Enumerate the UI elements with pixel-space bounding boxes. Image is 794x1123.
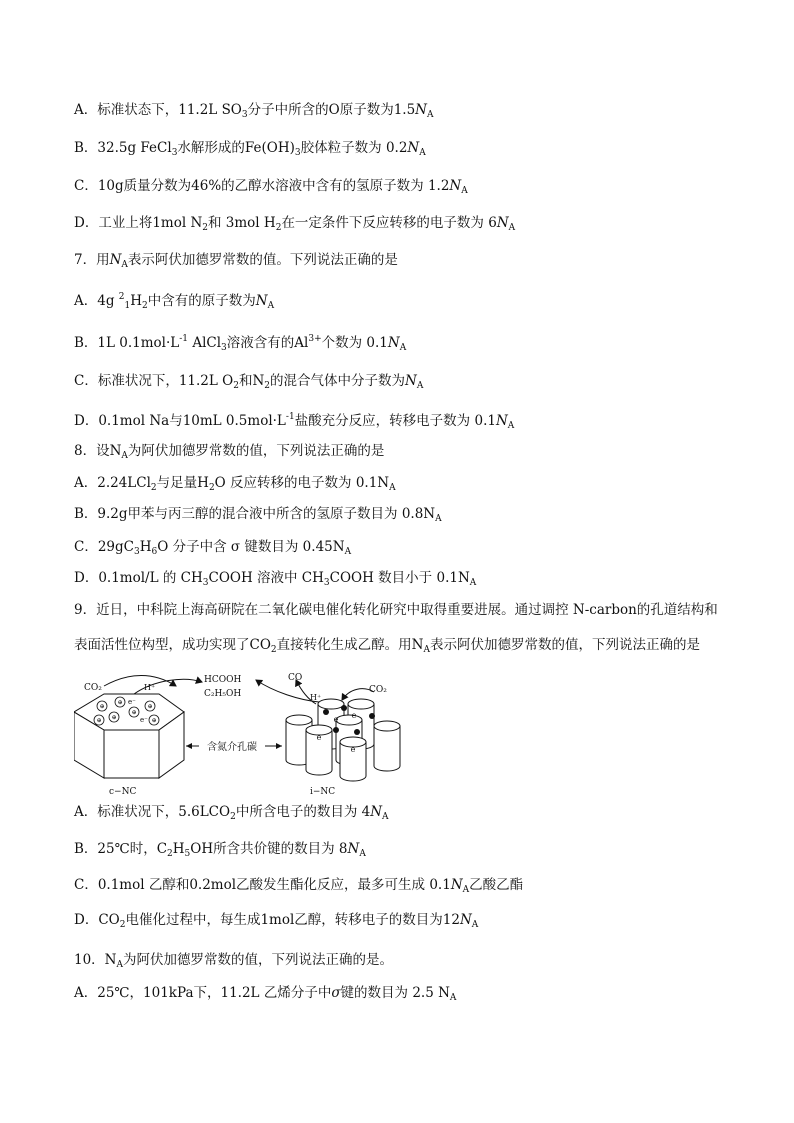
option-8a <box>74 474 396 497</box>
text-run: A <box>382 812 389 822</box>
text-run: 盐酸充分反应，转移电子数为 0.1 <box>294 413 496 429</box>
text-run: 为阿伏加德罗常数的值，下列说法正确的是 <box>127 443 385 459</box>
text-run: 表面活性位构型，成功实现了CO <box>74 637 271 653</box>
text-run: C．标准状况下，11.2L O <box>74 373 234 389</box>
text-run: 3+ <box>308 334 322 344</box>
h-plus-right-label: H⁺ <box>310 693 322 702</box>
text-run: A．标准状况下，5.6LCO <box>74 804 231 820</box>
text-run: N <box>109 252 122 268</box>
text-run: 与足量H <box>156 475 209 491</box>
text-run: N <box>255 293 268 309</box>
svg-text:⊕: ⊕ <box>111 714 117 721</box>
option-6a <box>74 101 433 124</box>
text-run: H <box>139 539 152 555</box>
text-run: A <box>389 483 396 493</box>
text-run: 3 <box>323 578 330 588</box>
text-run: A <box>419 148 426 158</box>
option-6d <box>74 214 515 237</box>
question-10-stem <box>74 951 393 974</box>
text-run: 9．近日，中科院上海高研院在二氧化碳电催化转化研究中取得重要进展。通过调控 N-carbon的孔道结构和 <box>74 602 718 618</box>
text-run: COOH 溶液中 CH <box>208 570 324 586</box>
text-run: A <box>423 645 430 655</box>
text-run: 为阿伏加德罗常数的值，下列说法正确的是。 <box>123 952 393 968</box>
text-run: 3 <box>202 578 209 588</box>
option-7a <box>74 288 274 315</box>
text-run: 2 <box>233 381 239 391</box>
electron-cyl-2: e <box>351 711 357 720</box>
i-nc-label: i−NC <box>310 787 336 797</box>
text-run: A <box>416 381 424 391</box>
option-8b <box>74 505 442 528</box>
electron-cyl-1: e <box>333 715 339 724</box>
text-run: 和N <box>238 373 265 389</box>
text-run: B．9.2g甲苯与丙三醇的混合液中所含的氢原子数目为 0.8N <box>74 506 436 522</box>
question-7-stem <box>74 251 398 274</box>
text-run: 2 <box>167 849 173 859</box>
catalyst-diagram <box>74 672 404 800</box>
text-run: 2 <box>202 223 208 233</box>
text-run: A <box>344 547 352 557</box>
question-9-stem-line2 <box>74 636 700 659</box>
svg-text:⊕: ⊕ <box>117 699 123 706</box>
option-9d <box>74 911 478 934</box>
svg-text:⊕: ⊕ <box>151 717 157 724</box>
text-run: A <box>426 110 434 120</box>
text-run: A．标准状态下，11.2L SO <box>74 102 242 118</box>
text-run: D．0.1mol Na与10mL 0.5mol·L <box>74 413 286 429</box>
text-run: D．0.1mol/L 的 CH <box>74 570 203 586</box>
svg-text:⊕: ⊕ <box>147 703 153 710</box>
option-9a <box>74 803 389 826</box>
text-run: 2 <box>142 301 148 311</box>
text-run: 2 <box>275 223 282 233</box>
option-7d <box>74 408 514 435</box>
text-run: 1 <box>124 301 131 311</box>
text-run: A <box>121 260 128 270</box>
text-run: N <box>496 215 509 231</box>
text-run: 2 <box>230 812 236 822</box>
option-6b <box>74 139 426 162</box>
text-run: A <box>469 578 477 588</box>
hcooh-label: HCOOH <box>204 675 242 685</box>
text-run: 在一定条件下反应转移的电子数为 6 <box>281 215 497 231</box>
text-run: B．25℃时，C <box>74 841 168 857</box>
text-run: A <box>461 186 468 196</box>
text-run: D．工业上将1mol N <box>74 215 203 231</box>
co2-right-label: CO₂ <box>369 685 387 695</box>
option-8d <box>74 569 476 592</box>
text-run: 胶体粒子数为 0.2 <box>300 140 408 156</box>
text-run: N <box>450 877 463 893</box>
text-run: A <box>359 849 366 859</box>
text-run: 6 <box>151 547 158 557</box>
text-run: 溶液含有的Al <box>226 335 309 351</box>
text-run: 中所含电子的数目为 4 <box>235 804 371 820</box>
co2-left-label: CO₂ <box>84 683 102 693</box>
text-run: 水解形成的Fe(OH) <box>177 140 295 156</box>
co-label: CO <box>288 673 303 683</box>
electron-cyl-4: e <box>350 745 356 754</box>
text-run: N <box>459 912 472 928</box>
text-run: 个数为 0.1 <box>321 335 388 351</box>
option-9c <box>74 876 523 899</box>
text-run: 表示阿伏加德罗常数的值，下列说法正确的是 <box>429 637 700 653</box>
option-7b <box>74 330 406 357</box>
text-run: A <box>462 885 470 895</box>
text-run: 2 <box>270 645 277 655</box>
text-run: A <box>435 514 442 524</box>
text-run: 3 <box>133 547 140 557</box>
text-run: 7．用 <box>74 252 110 268</box>
text-run: A．2.24LCl <box>74 475 151 491</box>
text-run: N <box>370 804 383 820</box>
c-nc-label: c−NC <box>109 787 137 797</box>
text-run: 2 <box>118 292 125 302</box>
text-run: 直接转化生成乙醇。用N <box>276 637 424 653</box>
text-run: -1 <box>285 412 295 422</box>
text-run: A <box>116 960 123 970</box>
electron-label-2: e⁻ <box>140 716 148 724</box>
text-run: COOH 数目小于 0.1N <box>329 570 470 586</box>
text-run: OH所含共价键的数目为 8 <box>190 841 348 857</box>
text-run: A <box>507 421 515 431</box>
option-10a <box>74 984 456 1007</box>
text-run: A <box>121 451 128 461</box>
question-9-stem-line1 <box>74 601 718 619</box>
middle-label: 含氮介孔碳 <box>207 742 257 753</box>
text-run: 3 <box>221 343 227 353</box>
option-7c <box>74 372 423 395</box>
text-run: 分子中所含的O原子数为1.5 <box>247 102 416 118</box>
electron-label-1: e⁻ <box>128 698 136 706</box>
question-8-stem <box>74 442 384 465</box>
text-run: B．1L 0.1mol·L <box>74 335 180 351</box>
svg-text:⊕: ⊕ <box>99 703 105 710</box>
text-run: 3 <box>241 110 248 120</box>
option-8c <box>74 538 351 561</box>
text-run: H <box>130 293 143 309</box>
text-run: C．0.1mol 乙醇和0.2mol乙酸发生酯化反应，最多可生成 0.1 <box>74 877 451 893</box>
text-run: N <box>495 413 508 429</box>
option-6c <box>74 177 468 200</box>
text-run: 8．设N <box>74 443 122 459</box>
text-run: N <box>407 140 420 156</box>
text-run: N <box>347 841 360 857</box>
text-run: AlCl <box>188 335 222 351</box>
text-run: 中含有的原子数为 <box>147 293 256 309</box>
text-run: A．4g <box>74 293 119 309</box>
text-run: N <box>387 335 400 351</box>
text-run: 2 <box>208 483 215 493</box>
text-run: -1 <box>179 334 189 344</box>
c2h5oh-label: C₂H₅OH <box>204 689 242 699</box>
text-run: N <box>415 102 427 118</box>
text-run: 和 3mol H <box>208 215 276 231</box>
h-plus-left-label: H⁺ <box>144 683 156 692</box>
option-9b <box>74 840 366 863</box>
text-run: 电催化过程中，每生成1mol乙醇，转移电子的数目为12 <box>125 912 460 928</box>
text-run: 键的数目为 2.5 N <box>340 985 450 1001</box>
electron-cyl-3: e <box>316 733 322 742</box>
text-run: 2 <box>119 920 126 930</box>
text-run: O 反应转移的电子数为 0.1N <box>214 475 390 491</box>
text-run: O 分子中含 σ 键数目为 0.45N <box>157 539 345 555</box>
text-run: σ <box>331 985 341 1001</box>
text-run: 乙酸乙酯 <box>469 877 524 893</box>
text-run: A <box>399 343 407 353</box>
text-run: N <box>405 373 417 389</box>
text-run: A <box>267 301 275 311</box>
i-nc-cylinders <box>286 699 400 781</box>
text-run: 2 <box>264 381 270 391</box>
text-run: H <box>172 841 185 857</box>
svg-text:⊕: ⊕ <box>96 717 102 724</box>
text-run: A <box>449 993 457 1003</box>
text-run: D．CO <box>74 912 120 928</box>
text-run: C．29gC <box>74 539 134 555</box>
text-run: A <box>508 223 516 233</box>
text-run: C．10g质量分数为46%的乙醇水溶液中含有的氢原子数为 1.2 <box>74 178 450 194</box>
text-run: B．32.5g FeCl <box>74 140 172 156</box>
text-run: 2 <box>150 483 157 493</box>
text-run: 3 <box>171 148 178 158</box>
text-run: 10．N <box>74 952 117 968</box>
text-run: 表示阿伏加德罗常数的值。下列说法正确的是 <box>127 252 398 268</box>
text-run: 5 <box>184 849 191 859</box>
text-run: 3 <box>294 148 301 158</box>
text-run: A．25℃，101kPa下，11.2L 乙烯分子中 <box>74 985 332 1001</box>
svg-text:⊕: ⊕ <box>131 709 137 716</box>
text-run: 的混合气体中分子数为 <box>270 373 405 389</box>
c-nc-prism <box>74 694 184 778</box>
text-run: A <box>471 920 479 930</box>
text-run: N <box>449 178 462 194</box>
